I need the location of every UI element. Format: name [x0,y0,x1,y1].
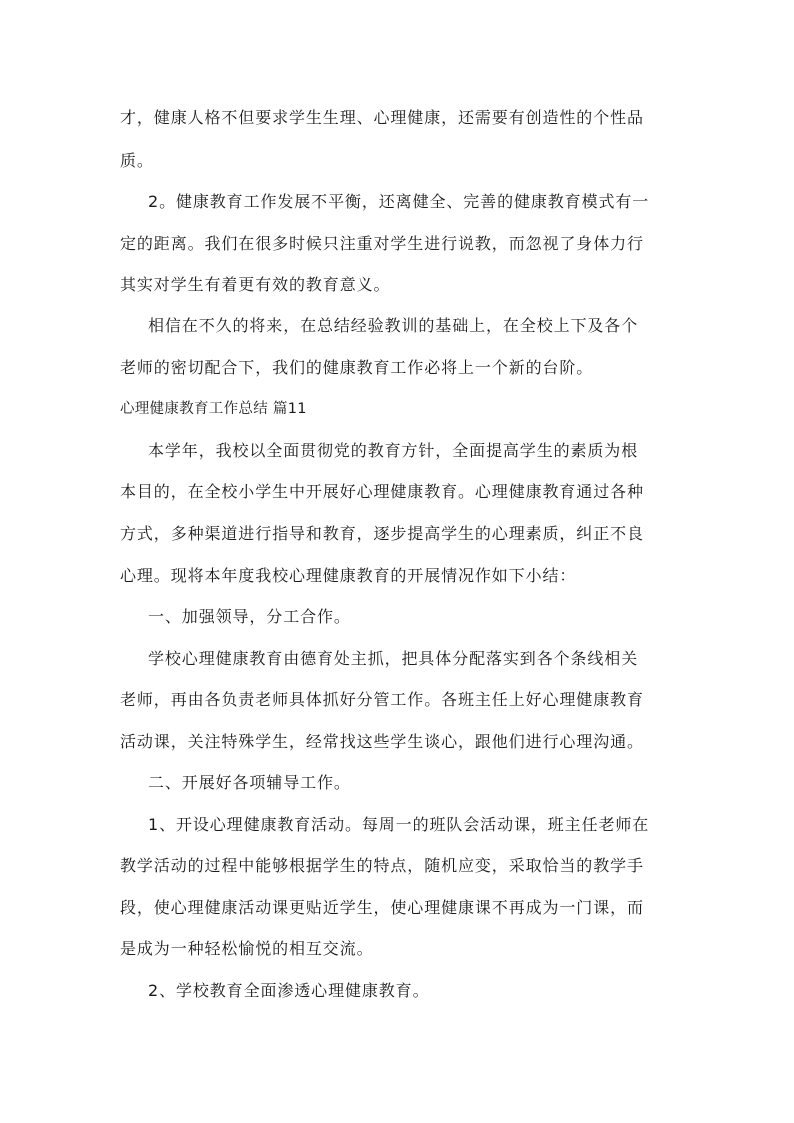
paragraph-line: 老师的密切配合下，我们的健康教育工作必将上一个新的台阶。 [120,358,594,377]
paragraph-line: 老师，再由各负责老师具体抓好分管工作。各班主任上好心理健康教育 [120,690,644,709]
paragraph-line: 1、开设心理健康教育活动。每周一的班队会活动课，班主任老师在 [148,815,650,834]
paragraph-line: 方式，多种渠道进行指导和教育，逐步提高学生的心理素质，纠正不良 [120,524,644,543]
paragraph-line: 质。 [120,151,154,170]
section-heading: 心理健康教育工作总结 篇11 [120,401,307,417]
paragraph-line: 段，使心理健康活动课更贴近学生，使心理健康课不再成为一门课，而 [120,898,644,917]
paragraph-line: 2。健康教育工作发展不平衡，还离健全、完善的健康教育模式有一 [148,192,650,211]
paragraph-line: 其实对学生有着更有效的教育意义。 [120,275,391,294]
paragraph-line: 本目的，在全校小学生中开展好心理健康教育。心理健康教育通过各种 [120,482,644,501]
paragraph-line: 心理。现将本年度我校心理健康教育的开展情况作如下小结： [120,566,577,585]
paragraph-line: 活动课，关注特殊学生，经常找这些学生谈心，跟他们进行心理沟通。 [120,732,644,751]
paragraph-line: 2、学校教育全面渗透心理健康教育。 [148,981,430,1000]
paragraph-line: 教学活动的过程中能够根据学生的特点，随机应变，采取恰当的教学手 [120,856,644,875]
paragraph-line: 定的距离。我们在很多时候只注重对学生进行说教，而忽视了身体力行 [120,234,644,253]
paragraph-line: 本学年，我校以全面贯彻党的教育方针，全面提高学生的素质为根 [148,441,639,460]
paragraph-line: 才，健康人格不但要求学生生理、心理健康，还需要有创造性的个性品 [120,108,644,127]
paragraph-line: 学校心理健康教育由德育处主抓，把具体分配落实到各个条线相关 [148,649,639,668]
paragraph-line: 一、加强领导，分工合作。 [148,607,351,626]
paragraph-line: 是成为一种轻松愉悦的相互交流。 [120,939,374,958]
paragraph-line: 相信在不久的将来，在总结经验教训的基础上，在全校上下及各个 [148,316,639,335]
paragraph-line: 二、开展好各项辅导工作。 [148,773,351,792]
